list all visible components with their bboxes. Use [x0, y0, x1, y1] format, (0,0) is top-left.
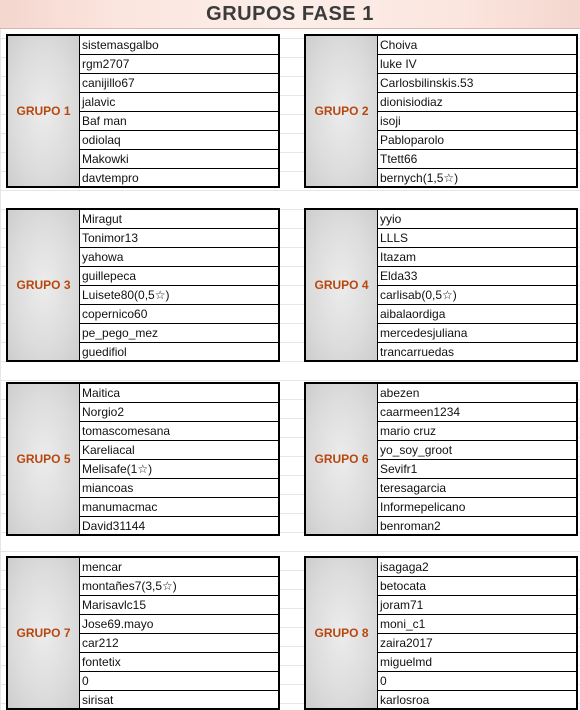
member-cell[interactable]: Marisavlc15 — [80, 596, 278, 615]
member-cell[interactable]: LLLS — [378, 229, 576, 248]
member-cell[interactable]: carlisab(0,5☆) — [378, 286, 576, 305]
member-cell[interactable]: Luisete80(0,5☆) — [80, 286, 278, 305]
member-cell[interactable]: caarmeen1234 — [378, 403, 576, 422]
member-cell[interactable]: yahowa — [80, 248, 278, 267]
member-cell[interactable]: copernico60 — [80, 305, 278, 324]
group-label: GRUPO 5 — [8, 384, 80, 534]
member-list — [378, 384, 576, 534]
member-cell[interactable]: fontetix — [80, 653, 278, 672]
member-cell[interactable]: Tonimor13 — [80, 229, 278, 248]
group-block-1 — [6, 34, 280, 188]
group-block-2 — [304, 34, 578, 188]
member-cell[interactable]: Norgio2 — [80, 403, 278, 422]
member-cell[interactable]: pe_pego_mez — [80, 324, 278, 343]
group-label: GRUPO 8 — [306, 558, 378, 708]
member-list — [80, 36, 278, 186]
member-cell[interactable]: 0 — [80, 672, 278, 691]
member-cell[interactable]: Maitica — [80, 384, 278, 403]
group-block-5 — [6, 382, 280, 536]
group-label: GRUPO 3 — [8, 210, 80, 360]
member-cell[interactable]: miguelmd — [378, 653, 576, 672]
member-cell[interactable]: betocata — [378, 577, 576, 596]
member-cell[interactable]: davtempro — [80, 169, 278, 186]
group-label: GRUPO 1 — [8, 36, 80, 186]
member-cell[interactable]: yo_soy_groot — [378, 441, 576, 460]
member-cell[interactable]: abezen — [378, 384, 576, 403]
member-cell[interactable]: bernych(1,5☆) — [378, 169, 576, 186]
member-cell[interactable]: rgm2707 — [80, 55, 278, 74]
group-label: GRUPO 6 — [306, 384, 378, 534]
member-cell[interactable]: yyio — [378, 210, 576, 229]
member-cell[interactable]: Pabloparolo — [378, 131, 576, 150]
member-cell[interactable]: mencar — [80, 558, 278, 577]
member-cell[interactable]: jalavic — [80, 93, 278, 112]
member-list — [80, 558, 278, 708]
member-cell[interactable]: odiolaq — [80, 131, 278, 150]
member-cell[interactable]: Sevifr1 — [378, 460, 576, 479]
member-cell[interactable]: Makowki — [80, 150, 278, 169]
member-cell[interactable]: luke IV — [378, 55, 576, 74]
member-cell[interactable]: guillepeca — [80, 267, 278, 286]
member-cell[interactable]: Choiva — [378, 36, 576, 55]
member-cell[interactable]: guedifiol — [80, 343, 278, 360]
member-cell[interactable]: trancarruedas — [378, 343, 576, 360]
group-block-4 — [304, 208, 578, 362]
member-cell[interactable]: teresagarcia — [378, 479, 576, 498]
member-cell[interactable]: montañes7(3,5☆) — [80, 577, 278, 596]
member-list — [378, 36, 576, 186]
group-label: GRUPO 4 — [306, 210, 378, 360]
member-cell[interactable]: Itazam — [378, 248, 576, 267]
member-cell[interactable]: Miragut — [80, 210, 278, 229]
group-block-8 — [304, 556, 578, 710]
member-cell[interactable]: Informepelicano — [378, 498, 576, 517]
group-label: GRUPO 7 — [8, 558, 80, 708]
member-cell[interactable]: Melisafe(1☆) — [80, 460, 278, 479]
member-cell[interactable]: David31144 — [80, 517, 278, 534]
member-cell[interactable]: mario cruz — [378, 422, 576, 441]
group-block-7 — [6, 556, 280, 710]
member-cell[interactable]: Jose69.mayo — [80, 615, 278, 634]
member-cell[interactable]: 0 — [378, 672, 576, 691]
member-list — [80, 384, 278, 534]
member-cell[interactable]: Kareliacal — [80, 441, 278, 460]
member-cell[interactable]: joram71 — [378, 596, 576, 615]
member-cell[interactable]: sistemasgalbo — [80, 36, 278, 55]
member-list — [378, 558, 576, 708]
member-cell[interactable]: isagaga2 — [378, 558, 576, 577]
member-cell[interactable]: manumacmac — [80, 498, 278, 517]
member-cell[interactable]: miancoas — [80, 479, 278, 498]
member-cell[interactable]: zaira2017 — [378, 634, 576, 653]
member-cell[interactable]: mercedesjuliana — [378, 324, 576, 343]
member-cell[interactable]: car212 — [80, 634, 278, 653]
member-cell[interactable]: benroman2 — [378, 517, 576, 534]
member-cell[interactable]: Baf man — [80, 112, 278, 131]
member-list — [378, 210, 576, 360]
member-cell[interactable]: Carlosbilinskis.53 — [378, 74, 576, 93]
member-cell[interactable]: isoji — [378, 112, 576, 131]
page-title: GRUPOS FASE 1 — [0, 0, 580, 29]
member-cell[interactable]: moni_c1 — [378, 615, 576, 634]
member-cell[interactable]: aibalaordiga — [378, 305, 576, 324]
member-cell[interactable]: karlosroa — [378, 691, 576, 708]
member-cell[interactable]: Elda33 — [378, 267, 576, 286]
member-cell[interactable]: Ttett66 — [378, 150, 576, 169]
member-cell[interactable]: tomascomesana — [80, 422, 278, 441]
member-list — [80, 210, 278, 360]
group-block-3 — [6, 208, 280, 362]
member-cell[interactable]: dionisiodiaz — [378, 93, 576, 112]
group-block-6 — [304, 382, 578, 536]
member-cell[interactable]: canijillo67 — [80, 74, 278, 93]
member-cell[interactable]: sirisat — [80, 691, 278, 708]
group-label: GRUPO 2 — [306, 36, 378, 186]
